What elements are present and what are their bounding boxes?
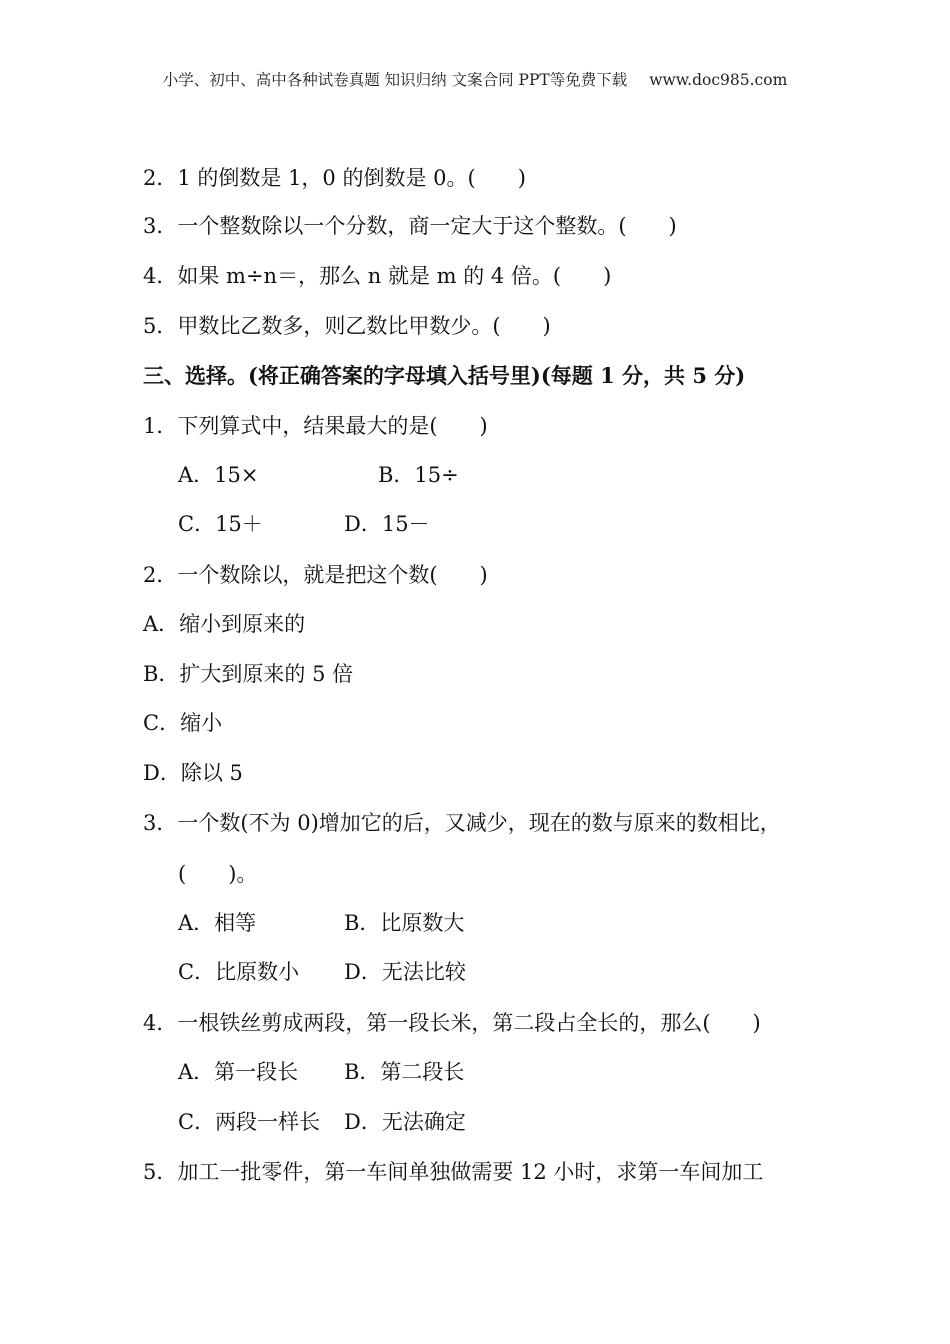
q3-option-d: D．无法比较 [344,960,466,984]
q4-option-c: C．两段一样长 [178,1110,321,1134]
q1-option-c: C．15＋ [178,512,263,536]
header-site: www.doc985.com [649,71,788,89]
q2-option-a: A．缩小到原来的 [143,612,306,636]
q3-option-a: A．相等 [178,911,257,935]
q2-option-d: D．除以 5 [143,761,243,785]
q4-stem: 4．一根铁丝剪成两段，第一段长米，第二段占全长的，那么( ) [143,1011,761,1035]
q4-option-d: D．无法确定 [344,1110,466,1134]
q4-option-a: A．第一段长 [178,1060,299,1084]
page-header [0,68,950,90]
q2-stem: 2．一个数除以，就是把这个数( ) [143,563,488,587]
section-title: 三、选择。(将正确答案的字母填入括号里)(每题 1 分，共 5 分) [143,363,746,388]
q3-option-b: B．比原数大 [344,911,465,935]
judge-question-3: 3．一个整数除以一个分数，商一定大于这个整数。( ) [143,214,677,238]
q1-option-b: B．15÷ [378,463,459,487]
judge-question-2: 2．1 的倒数是 1，0 的倒数是 0。( ) [143,166,526,190]
q1-stem: 1．下列算式中，结果最大的是( ) [143,414,488,438]
judge-question-4: 4．如果 m÷n＝，那么 n 就是 m 的 4 倍。( ) [143,264,612,288]
header-text: 小学、初中、高中各种试卷真题 知识归纳 文案合同 PPT等免费下载 [162,71,628,89]
q5-stem: 5．加工一批零件，第一车间单独做需要 12 小时，求第一车间加工 [143,1160,764,1184]
q3-stem: 3．一个数(不为 0)增加它的后，又减少，现在的数与原来的数相比， [143,811,781,835]
q2-option-c: C．缩小 [143,711,223,735]
q4-option-b: B．第二段长 [344,1060,465,1084]
q1-option-d: D．15－ [344,512,430,536]
q3-option-c: C．比原数小 [178,960,300,984]
q3-stem-continued: ( )。 [178,862,258,886]
q2-option-b: B．扩大到原来的 5 倍 [143,662,354,686]
judge-question-5: 5．甲数比乙数多，则乙数比甲数少。( ) [143,314,551,338]
q1-option-a: A．15× [178,463,259,487]
